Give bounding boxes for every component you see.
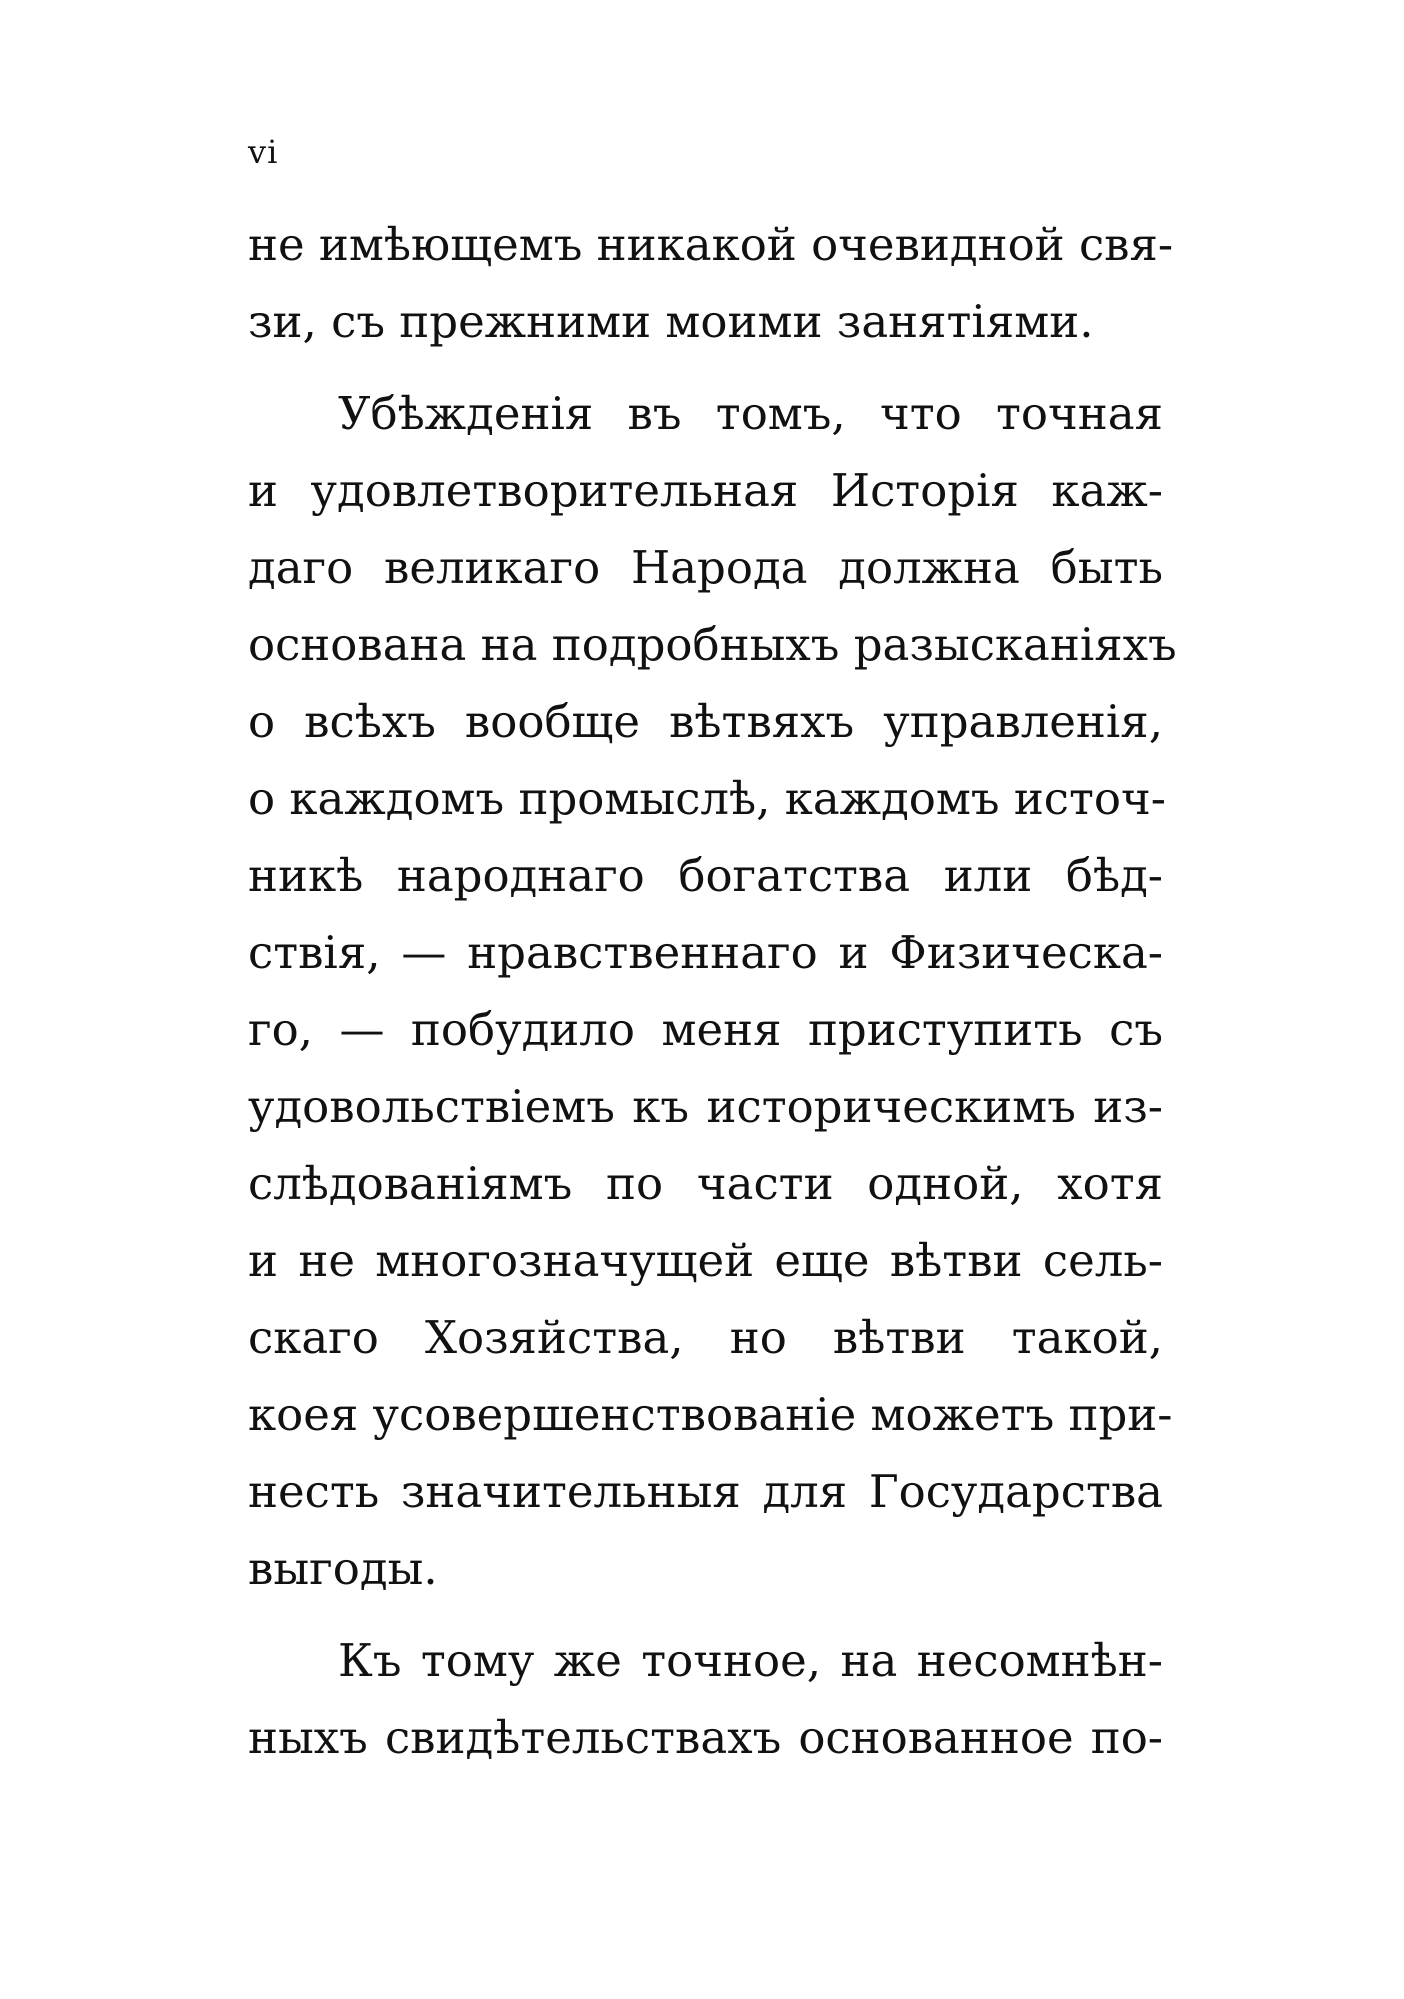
text-line: основана на подробныхъ разысканіяхъ: [248, 618, 1177, 671]
page-number: vi: [248, 133, 279, 171]
text-line: ныхъ свидѣтельствахъ основанное по-: [248, 1711, 1163, 1764]
text-line: скаго Хозяйства, но вѣтви такой,: [248, 1311, 1163, 1364]
text-line: не имѣющемъ никакой очевидной свя-: [248, 218, 1174, 271]
body-text: [248, 206, 1177, 1776]
text-line: о каждомъ промыслѣ, каждомъ источ-: [248, 772, 1166, 825]
text-line: слѣдованіямъ по части одной, хотя: [248, 1157, 1163, 1210]
text-line: даго великаго Народа должна быть: [248, 541, 1163, 594]
text-line: зи, съ прежними моими занятіями.: [248, 295, 1094, 348]
text-line: никѣ народнаго богатства или бѣд-: [248, 849, 1163, 902]
text-line: несть значительныя для Государства: [248, 1465, 1163, 1518]
text-line: коея усовершенствованіе можетъ при-: [248, 1388, 1173, 1441]
text-line: выгоды.: [248, 1542, 438, 1595]
text-line: и не многозначущей еще вѣтви сель-: [248, 1234, 1163, 1287]
text-line: и удовлетворительная Исторія каж-: [248, 464, 1163, 517]
text-line: Убѣжденія въ томъ, что точная: [338, 387, 1163, 440]
text-line: удовольствіемъ къ историческимъ из-: [248, 1080, 1163, 1133]
text-line: го, — побудило меня приступить съ: [248, 1003, 1163, 1056]
text-line: о всѣхъ вообще вѣтвяхъ управленія,: [248, 695, 1163, 748]
text-line: ствія, — нравственнаго и Физическа-: [248, 926, 1163, 979]
text-line: Къ тому же точное, на несомнѣн-: [338, 1634, 1163, 1687]
